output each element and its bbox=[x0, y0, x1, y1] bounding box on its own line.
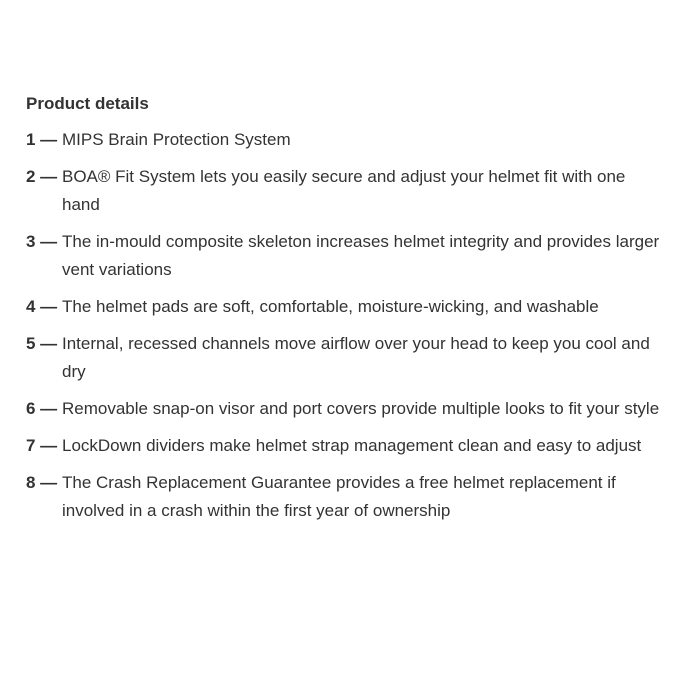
list-item-3 bbox=[26, 228, 666, 284]
item-number: 5 — bbox=[26, 334, 58, 353]
item-number: 3 — bbox=[26, 232, 58, 251]
item-text: BOA® Fit System lets you easily secure and adjust your helmet fit with one hand bbox=[62, 167, 626, 214]
item-text: Removable snap-on visor and port covers provide multiple looks to fit your style bbox=[62, 399, 660, 418]
product-details-section bbox=[26, 92, 666, 534]
item-text: The Crash Replacement Guarantee provides a free helmet replacement if involved in a crash within the first year of ownership bbox=[62, 473, 616, 520]
item-text: The in-mould composite skeleton increases helmet integrity and provides larger vent variations bbox=[62, 232, 660, 279]
item-number: 4 — bbox=[26, 297, 58, 316]
item-number: 7 — bbox=[26, 436, 58, 455]
item-text: Internal, recessed channels move airflow over your head to keep you cool and dry bbox=[62, 334, 650, 381]
list-item-2 bbox=[26, 163, 666, 219]
list-item-1 bbox=[26, 126, 666, 154]
item-text: MIPS Brain Protection System bbox=[62, 130, 291, 149]
item-text: LockDown dividers make helmet strap management clean and easy to adjust bbox=[62, 436, 642, 455]
item-number: 2 — bbox=[26, 167, 58, 186]
product-details-heading: Product details bbox=[26, 94, 149, 113]
item-text: The helmet pads are soft, comfortable, moisture-wicking, and washable bbox=[62, 297, 599, 316]
item-number: 1 — bbox=[26, 130, 58, 149]
list-item-6 bbox=[26, 395, 666, 423]
list-item-5 bbox=[26, 330, 666, 386]
list-item-4 bbox=[26, 293, 666, 321]
item-number: 6 — bbox=[26, 399, 58, 418]
list-item-8 bbox=[26, 469, 666, 525]
item-number: 8 — bbox=[26, 473, 58, 492]
list-item-7 bbox=[26, 432, 666, 460]
product-details-list bbox=[26, 126, 666, 525]
